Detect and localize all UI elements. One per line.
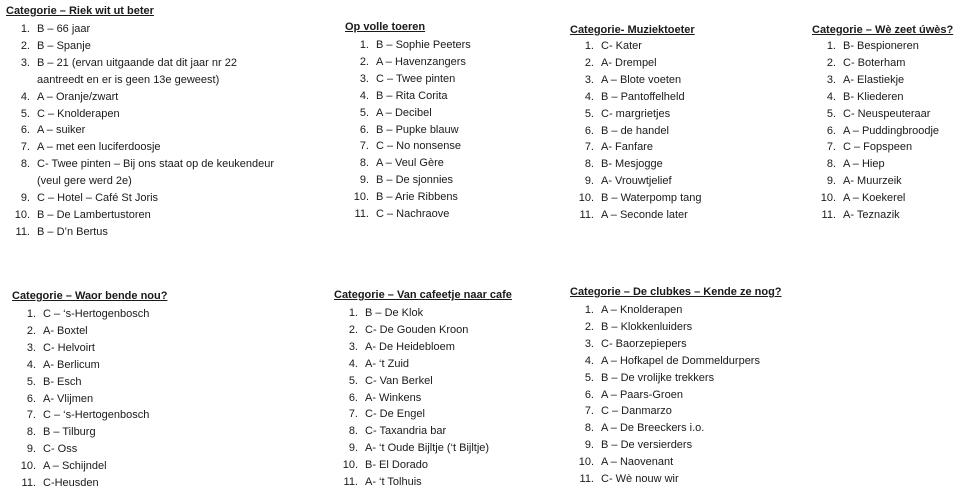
item-number: 4. [826, 90, 836, 103]
item-text: C – Danmarzo [601, 405, 672, 418]
list-item [812, 190, 953, 207]
item-text: C- Kater [601, 40, 642, 52]
item-text: B – De vrolijke trekkers [601, 371, 715, 384]
item-number: 1. [359, 39, 369, 51]
item-number: 6. [359, 123, 369, 136]
item-number: 8. [359, 157, 369, 170]
item-text: C- Baorzepiepers [601, 337, 687, 350]
list-item [345, 105, 471, 122]
item-text: B- Mesjogge [601, 158, 663, 171]
item-number: 6. [584, 388, 594, 401]
item-number: 2. [348, 323, 358, 336]
item-text: C- De Engel [365, 408, 425, 421]
item-text: A – Koekerel [843, 192, 906, 205]
category-title: Categorie – De clubkes – Kende ze nog? [570, 286, 782, 298]
item-number: 11. [343, 476, 358, 489]
item-text: A – Veul Gère [376, 157, 444, 170]
item-number: 4. [584, 90, 594, 103]
item-text: B – Waterpomp tang [601, 192, 702, 205]
item-text: B – Sophie Peeters [376, 39, 471, 51]
item-text: A – Oranje/zwart [37, 90, 119, 103]
item-text: A- Boxtel [43, 324, 88, 337]
list-item [334, 474, 512, 491]
item-number: 7. [26, 409, 36, 422]
item-number: 3. [826, 73, 836, 86]
item-text: A- Vlijmen [43, 392, 94, 405]
list-item [812, 72, 953, 89]
list-item [812, 38, 953, 55]
item-text: B – D’n Bertus [37, 225, 108, 238]
item-number: 1. [348, 307, 358, 319]
item-number: 1. [584, 304, 594, 316]
item-text: B- Kliederen [843, 90, 904, 103]
list-item [345, 155, 471, 172]
item-text: C- Taxandria bar [365, 425, 447, 438]
list-item [334, 423, 512, 440]
item-text: B – Klokkenluiders [601, 320, 693, 333]
list-item [334, 406, 512, 423]
item-text: B – 66 jaar [37, 23, 91, 35]
item-number: 7. [359, 140, 369, 153]
answer-list [6, 21, 274, 241]
item-text: A- Winkens [365, 391, 422, 404]
list-item [570, 72, 701, 89]
item-text: C- De Gouden Kroon [365, 323, 469, 336]
list-item [812, 55, 953, 72]
list-item [570, 190, 701, 207]
list-item [812, 106, 953, 123]
item-number: 7. [348, 408, 358, 421]
item-number: 10. [578, 192, 594, 205]
item-number: 9. [348, 442, 358, 455]
category-title: Categorie- Muziektoeter [570, 24, 695, 36]
category-block-op-volle-toeren [345, 20, 471, 223]
category-title: Op volle toeren [345, 21, 426, 33]
list-item [334, 440, 512, 457]
list-item [345, 122, 471, 139]
category-block-muziektoeter [570, 23, 701, 233]
item-number: 3. [348, 340, 358, 353]
list-item [570, 302, 782, 319]
item-number: 10. [14, 208, 30, 221]
item-number: 7. [826, 141, 836, 154]
list-item [812, 123, 953, 140]
list-item [6, 156, 274, 173]
item-number: 8. [826, 158, 836, 171]
list-item [570, 420, 782, 437]
list-item [12, 458, 167, 475]
list-item [6, 21, 274, 38]
answer-list [345, 37, 471, 223]
item-text: C- Oss [43, 443, 78, 456]
list-item [334, 339, 512, 356]
item-number: 11. [15, 225, 30, 238]
list-item [334, 305, 512, 322]
list-item [812, 139, 953, 156]
list-item [12, 441, 167, 458]
item-number: 9. [584, 439, 594, 452]
list-item [6, 106, 274, 123]
item-text: A – met een luciferdoosje [37, 141, 161, 154]
item-number: 7. [584, 141, 594, 154]
item-number: 4. [359, 89, 369, 102]
item-text: B – Pantoffelheld [601, 90, 685, 103]
item-number: 2. [20, 39, 30, 52]
list-item [570, 454, 782, 471]
item-number: 11. [354, 208, 369, 221]
item-text: A – Paars-Groen [601, 388, 683, 401]
item-text: C- Helvoirt [43, 341, 95, 354]
category-block-waor-bende-nou [12, 289, 167, 492]
item-text: C- Boterham [843, 56, 906, 69]
list-item [345, 138, 471, 155]
list-item [6, 139, 274, 156]
item-text: B – 21 (ervan uitgaande dat dit jaar nr 22 [37, 56, 237, 69]
item-text: A – Schijndel [43, 460, 107, 473]
item-text: A- Fanfare [601, 141, 653, 154]
item-number: 2. [826, 56, 836, 69]
item-text: C – Knolderapen [37, 107, 120, 120]
item-number: 8. [584, 422, 594, 435]
item-text: C- Wè nouw wir [601, 473, 679, 486]
item-text: A – Havenzangers [376, 55, 466, 68]
item-number: 3. [584, 73, 594, 86]
item-number: 8. [20, 158, 30, 171]
item-number: 3. [26, 341, 36, 354]
list-item [6, 122, 274, 139]
item-number: 11. [579, 473, 594, 486]
category-block-van-cafeetje-naar-cafe [334, 288, 512, 491]
item-text: B – Spanje [37, 39, 91, 52]
list-item [12, 374, 167, 391]
item-number: 1. [826, 40, 836, 52]
item-number: 9. [20, 192, 30, 205]
list-item [6, 207, 274, 224]
item-number: 9. [359, 174, 369, 187]
list-item [812, 89, 953, 106]
item-text: A- Teznazik [843, 209, 900, 222]
item-text: A- Drempel [601, 56, 657, 69]
item-number: 11. [21, 477, 36, 490]
item-number: 2. [584, 56, 594, 69]
list-item [12, 306, 167, 323]
category-title: Categorie – Riek wit ut beter [6, 5, 154, 17]
item-number: 6. [26, 392, 36, 405]
item-number: 5. [26, 375, 36, 388]
item-text: B- El Dorado [365, 459, 428, 472]
list-item [12, 475, 167, 492]
item-text: A- Berlicum [43, 358, 100, 371]
item-text: B – Pupke blauw [376, 123, 459, 136]
answer-list [334, 305, 512, 491]
list-item [6, 190, 274, 207]
item-number: 11. [579, 209, 594, 222]
item-text: B – de handel [601, 124, 669, 137]
item-number: 6. [584, 124, 594, 137]
item-text: C- Van Berkel [365, 374, 433, 387]
list-item [812, 207, 953, 224]
list-item [6, 224, 274, 241]
item-text: C – Hotel – Café St Joris [37, 192, 159, 205]
list-item [570, 387, 782, 404]
list-item [345, 189, 471, 206]
item-text: C – No nonsense [376, 140, 461, 153]
item-text: B – Tilburg [43, 426, 96, 439]
list-item [570, 139, 701, 156]
item-text: B – Rita Corita [376, 89, 448, 102]
item-number: 4. [26, 358, 36, 371]
list-item [570, 123, 701, 140]
list-item [345, 172, 471, 189]
item-number: 4. [20, 90, 30, 103]
list-item [6, 89, 274, 106]
answer-list [12, 306, 167, 492]
item-number: 8. [348, 425, 358, 438]
list-item [334, 457, 512, 474]
list-item [12, 424, 167, 441]
item-number: 2. [359, 55, 369, 68]
item-number: 10. [353, 191, 369, 204]
list-item [570, 370, 782, 387]
item-text: A – Seconde later [601, 209, 688, 222]
item-number: 1. [20, 23, 30, 35]
list-item [570, 207, 701, 224]
category-block-riek-wit-ut-beter [6, 4, 274, 241]
item-text: C – ‘s-Hertogenbosch [43, 409, 150, 422]
list-item [334, 356, 512, 373]
item-number: 5. [826, 107, 836, 120]
list-item [812, 173, 953, 190]
item-text: A- De Heidebloem [365, 340, 455, 353]
item-text: C- Neuspeuteraar [843, 107, 931, 120]
list-item [345, 54, 471, 71]
item-number: 7. [584, 405, 594, 418]
answer-list [570, 38, 701, 224]
item-number: 10. [820, 192, 836, 205]
item-text: C – Fopspeen [843, 141, 913, 154]
list-item [570, 156, 701, 173]
list-item [570, 353, 782, 370]
list-item [334, 322, 512, 339]
category-block-de-clubkes [570, 285, 782, 488]
item-number: 10. [20, 460, 36, 473]
item-number: 4. [584, 354, 594, 367]
item-number: 2. [584, 320, 594, 333]
item-text: B – De versierders [601, 439, 693, 452]
list-item [345, 88, 471, 105]
item-text: A – Blote voeten [601, 73, 682, 86]
item-text: A- Vrouwtjelief [601, 175, 672, 188]
item-text: B – De Klok [365, 307, 424, 319]
list-item [570, 403, 782, 420]
list-item [12, 407, 167, 424]
item-text: A – Knolderapen [601, 304, 683, 316]
item-number: 10. [342, 459, 358, 472]
item-text: A – Decibel [376, 106, 432, 119]
item-text: A – Hofkapel de Dommeldurpers [601, 354, 760, 367]
category-block-we-zeet-uwes [812, 23, 953, 224]
list-item [570, 173, 701, 190]
list-item [570, 471, 782, 488]
item-text: A- Muurzeik [843, 175, 902, 188]
item-text: C – ‘s-Hertogenbosch [43, 308, 150, 320]
item-text: B – De Lambertustoren [37, 208, 151, 221]
item-text: A – Puddingbroodje [843, 124, 940, 137]
item-number: 8. [584, 158, 594, 171]
item-number: 1. [26, 308, 36, 320]
list-item [12, 391, 167, 408]
item-text: C – Twee pinten [376, 72, 456, 85]
item-number: 9. [826, 175, 836, 188]
category-title: Categorie – Wè zeet úwès? [812, 24, 954, 36]
item-number: 6. [826, 124, 836, 137]
item-text: C- Twee pinten – Bij ons staat op de keukendeur [37, 158, 275, 171]
item-number: 2. [26, 324, 36, 337]
list-item [570, 336, 782, 353]
item-text: A- Elastiekje [843, 73, 905, 86]
list-item [570, 319, 782, 336]
item-number: 5. [584, 371, 594, 384]
list-item [345, 206, 471, 223]
list-item [570, 38, 701, 55]
item-number: 7. [20, 141, 30, 154]
list-item [334, 373, 512, 390]
item-text: B – De sjonnies [376, 174, 454, 187]
list-item [345, 37, 471, 54]
list-item [570, 106, 701, 123]
list-item [570, 437, 782, 454]
item-text: A- ‘t Zuid [365, 357, 410, 370]
item-number: 5. [584, 107, 594, 120]
category-title: Categorie – Waor bende nou? [12, 290, 168, 302]
item-number: 9. [26, 443, 36, 456]
item-text: B- Esch [43, 375, 82, 388]
item-number: 8. [26, 426, 36, 439]
item-number: 3. [20, 56, 30, 69]
item-text: A – Hiep [843, 158, 885, 171]
item-number: 5. [20, 107, 30, 120]
item-number: 1. [584, 40, 594, 52]
item-number: 10. [578, 456, 594, 469]
answer-list [570, 302, 782, 488]
list-item [334, 390, 512, 407]
item-text: B – Arie Ribbens [376, 191, 458, 204]
item-text: A – De Breeckers i.o. [601, 422, 705, 435]
item-number: 6. [20, 124, 30, 137]
item-text: A – Naovenant [601, 456, 674, 469]
item-text: A- ‘t Oude Bijltje (‘t Bijltje) [365, 442, 490, 455]
list-item [12, 323, 167, 340]
list-item [345, 71, 471, 88]
list-item [6, 38, 274, 55]
item-number: 6. [348, 391, 358, 404]
list-item [12, 357, 167, 374]
item-text: C- margrietjes [601, 107, 671, 120]
item-number: 5. [348, 374, 358, 387]
item-text: B- Bespioneren [843, 40, 919, 52]
list-item [12, 340, 167, 357]
item-number: 4. [348, 357, 358, 370]
item-number: 11. [821, 209, 836, 222]
item-text: C-Heusden [43, 477, 99, 490]
list-item [570, 55, 701, 72]
item-number: 9. [584, 175, 594, 188]
item-number: 5. [359, 106, 369, 119]
answer-list [812, 38, 953, 224]
item-text: A – suiker [37, 124, 86, 137]
item-continuation: aantreedt en er is geen 13e geweest) [37, 73, 220, 86]
list-item [6, 55, 274, 72]
item-text: A- ‘t Tolhuis [365, 476, 422, 489]
list-item [812, 156, 953, 173]
item-number: 3. [584, 337, 594, 350]
list-item [570, 89, 701, 106]
item-number: 3. [359, 72, 369, 85]
item-continuation: (veul gere werd 2e) [37, 175, 132, 188]
item-text: C – Nachraove [376, 208, 450, 221]
category-title: Categorie – Van cafeetje naar cafe [334, 289, 512, 301]
